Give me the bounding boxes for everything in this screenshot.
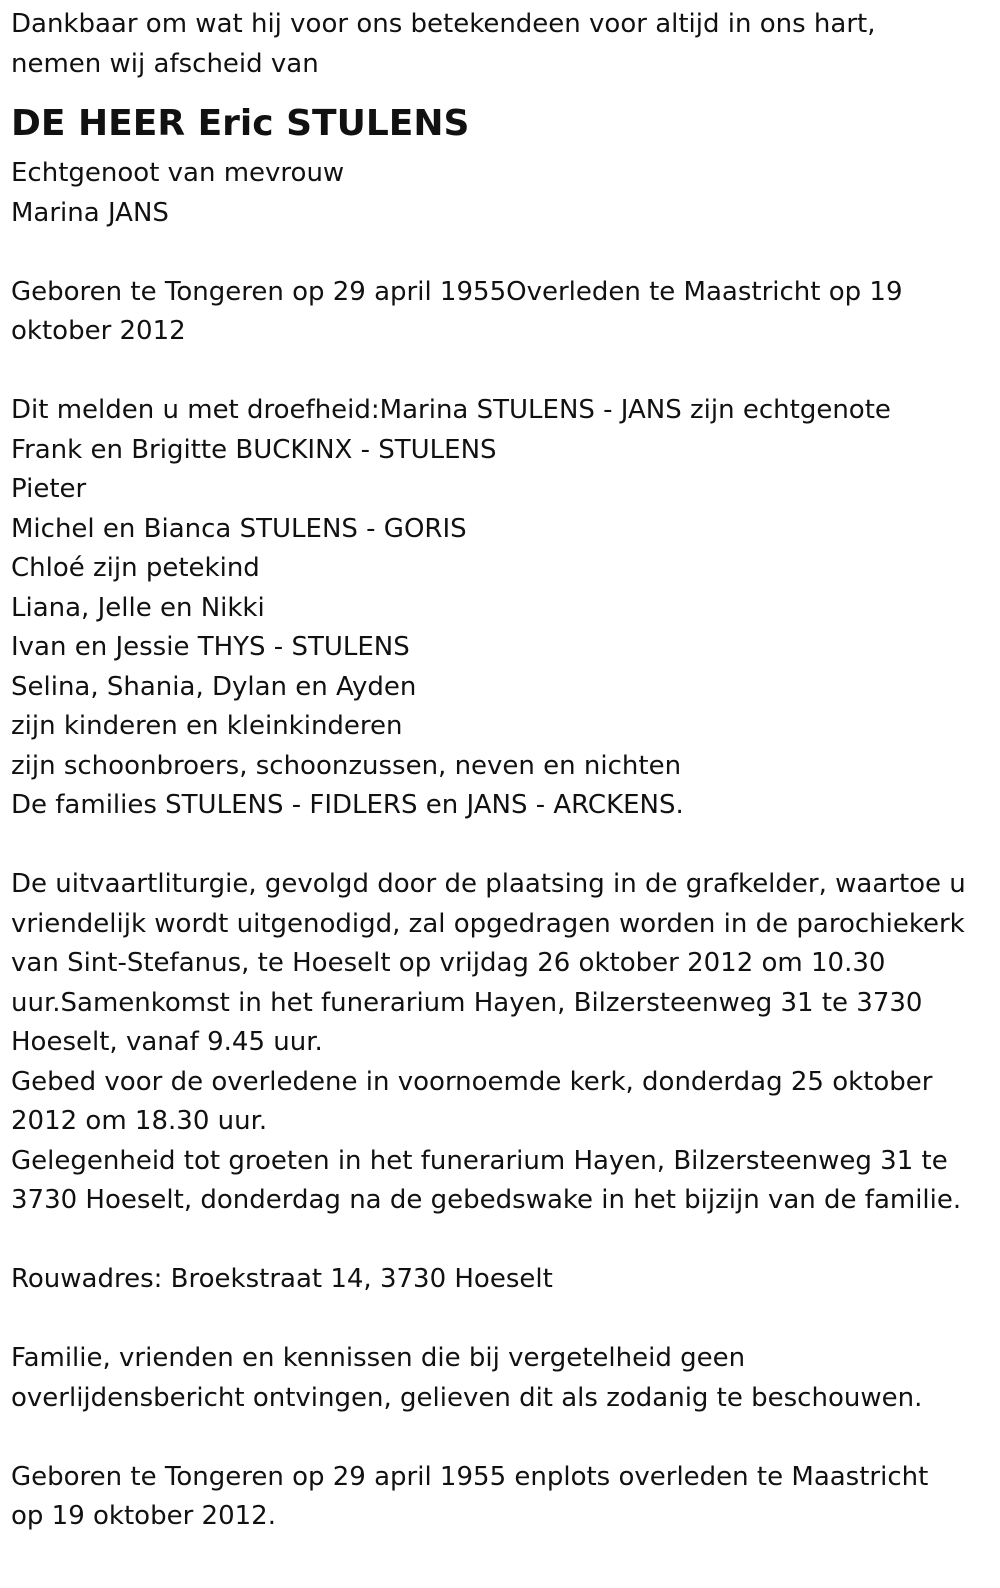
spacer bbox=[11, 352, 989, 392]
birth-death-line-1: Geboren te Tongeren op 29 april 1955Overleden te Maastricht op 19 bbox=[11, 276, 903, 307]
spacer bbox=[11, 1221, 989, 1261]
mourner-line: Dit melden u met droefheid:Marina STULENS - JANS zijn echtgenote bbox=[11, 395, 891, 425]
mourner-line: Michel en Bianca STULENS - GORIS bbox=[11, 513, 467, 544]
ceremony-line: 2012 om 18.30 uur. bbox=[11, 1106, 268, 1136]
ceremony-line: Gebed voor de overledene in voornoemde kerk, donderdag 25 oktober bbox=[11, 1066, 933, 1097]
ceremony-line: De uitvaartliturgie, gevolgd door de plaatsing in de grafkelder, waartoe u bbox=[11, 869, 966, 899]
notice-section bbox=[11, 1339, 989, 1418]
spouse-section bbox=[11, 154, 989, 233]
mourner-line: Frank en Brigitte BUCKINX - STULENS bbox=[11, 434, 497, 465]
ceremony-line: van Sint-Stefanus, te Hoeselt op vrijdag 26 oktober 2012 om 10.30 bbox=[11, 948, 886, 978]
closing-section bbox=[11, 1458, 989, 1537]
spouse-line-2: Marina JANS bbox=[11, 197, 169, 228]
ceremony-line: uur.Samenkomst in het funerarium Hayen, Bilzersteenweg 31 te 3730 bbox=[11, 987, 923, 1018]
intro-line-1: Dankbaar om wat hij voor ons betekendeen voor altijd in ons hart, bbox=[11, 9, 876, 39]
mourner-line: zijn schoonbroers, schoonzussen, neven en nichten bbox=[11, 750, 682, 781]
notice-line-1: Familie, vrienden en kennissen die bij vergetelheid geen bbox=[11, 1343, 746, 1373]
spouse-line-1: Echtgenoot van mevrouw bbox=[11, 158, 345, 188]
birth-death-line-2: oktober 2012 bbox=[11, 316, 186, 346]
mourner-line: zijn kinderen en kleinkinderen bbox=[11, 711, 403, 741]
ceremony-line: vriendelijk wordt uitgenodigd, zal opgedragen worden in de parochiekerk bbox=[11, 908, 965, 939]
birth-death-section bbox=[11, 273, 989, 352]
intro-line-2: nemen wij afscheid van bbox=[11, 48, 319, 79]
deceased-name: DE HEER Eric STULENS bbox=[11, 103, 470, 144]
closing-line-2: op 19 oktober 2012. bbox=[11, 1501, 276, 1531]
mourner-line: Selina, Shania, Dylan en Ayden bbox=[11, 671, 417, 702]
ceremony-section bbox=[11, 865, 989, 1221]
notice-line-2: overlijdensbericht ontvingen, gelieven dit als zodanig te beschouwen. bbox=[11, 1382, 923, 1413]
mourner-line: Liana, Jelle en Nikki bbox=[11, 592, 265, 623]
intro-section bbox=[11, 5, 989, 84]
spacer bbox=[11, 1418, 989, 1458]
mourner-line: Pieter bbox=[11, 474, 87, 504]
mourning-address: Rouwadres: Broekstraat 14, 3730 Hoeselt bbox=[11, 1264, 553, 1294]
ceremony-line: 3730 Hoeselt, donderdag na de gebedswake in het bijzijn van de familie. bbox=[11, 1185, 962, 1215]
mourner-line: Ivan en Jessie THYS - STULENS bbox=[11, 632, 410, 662]
spacer bbox=[11, 233, 989, 273]
mourners-section bbox=[11, 391, 989, 826]
spacer bbox=[11, 1300, 989, 1340]
closing-line-1: Geboren te Tongeren op 29 april 1955 enplots overleden te Maastricht bbox=[11, 1461, 929, 1492]
ceremony-line: Gelegenheid tot groeten in het funerarium Hayen, Bilzersteenweg 31 te bbox=[11, 1145, 948, 1176]
mourner-line: De families STULENS - FIDLERS en JANS - ARCKENS. bbox=[11, 790, 684, 820]
address-section bbox=[11, 1260, 989, 1300]
ceremony-line: Hoeselt, vanaf 9.45 uur. bbox=[11, 1027, 323, 1057]
spacer bbox=[11, 826, 989, 866]
mourner-line: Chloé zijn petekind bbox=[11, 553, 260, 583]
